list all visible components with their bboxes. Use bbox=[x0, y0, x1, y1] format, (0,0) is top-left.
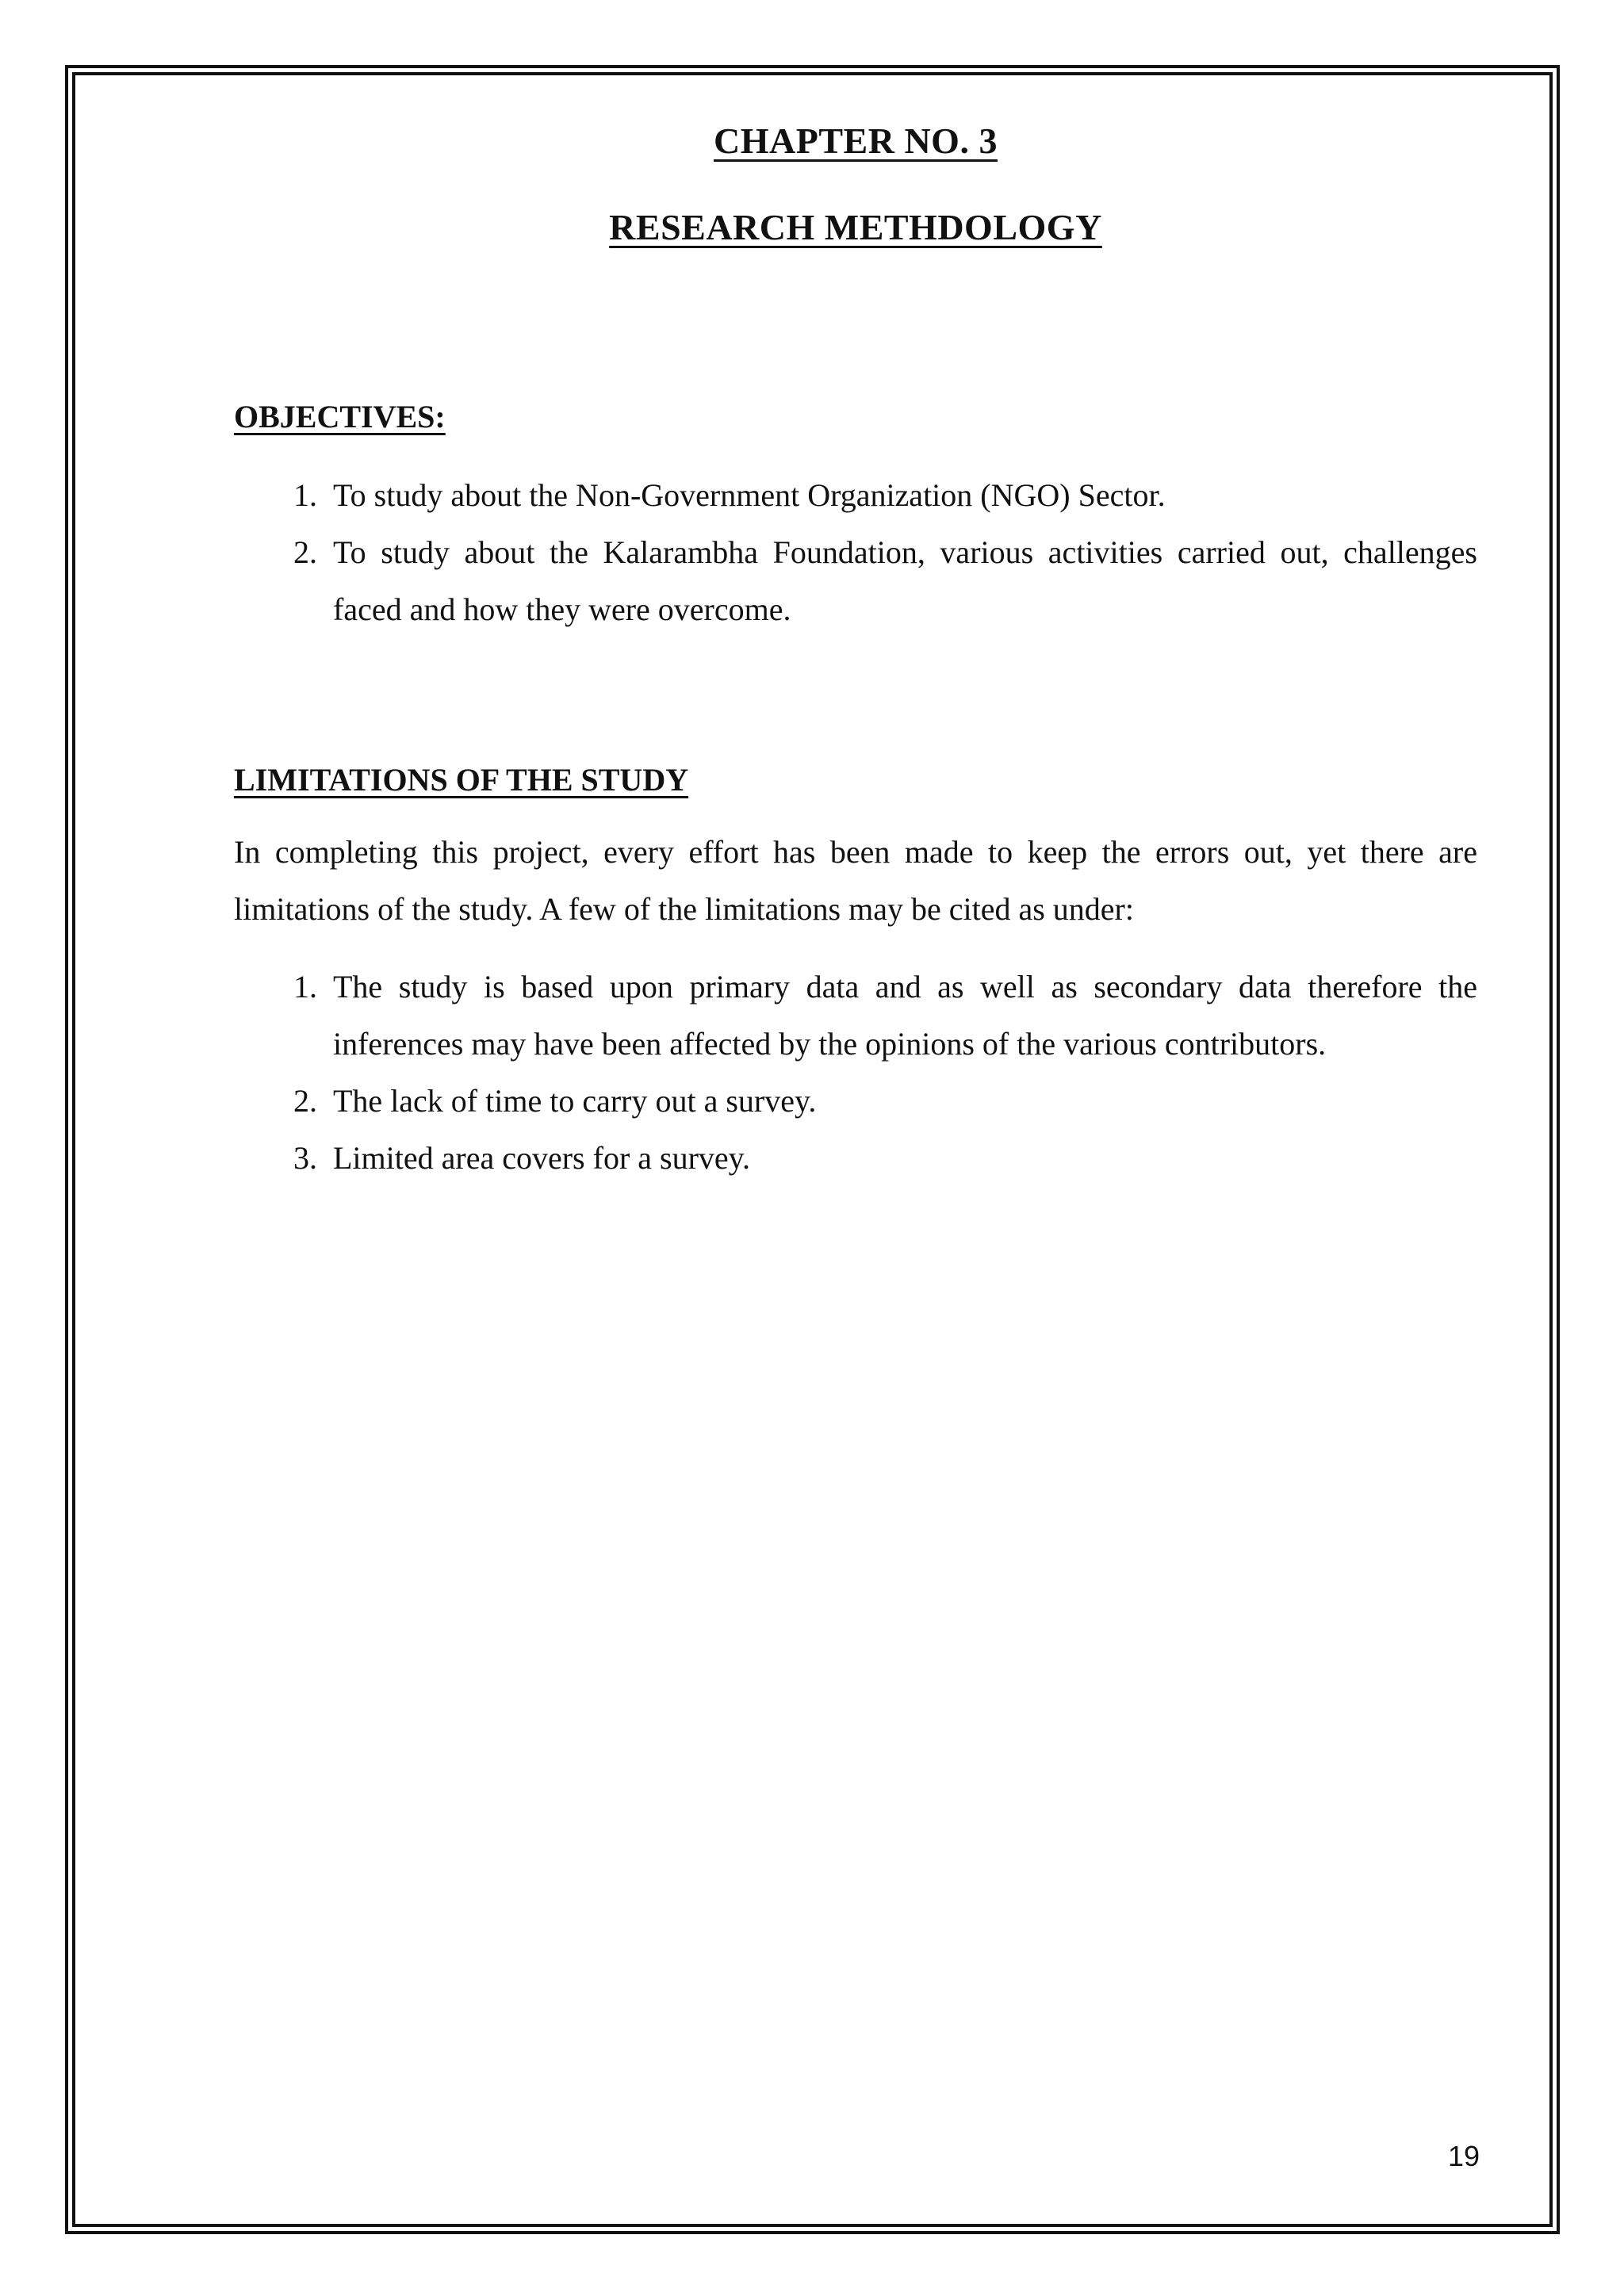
chapter-number-heading: CHAPTER NO. 3 bbox=[714, 121, 998, 161]
objectives-heading: OBJECTIVES: bbox=[234, 399, 446, 434]
list-item-text: Limited area covers for a survey. bbox=[333, 1140, 751, 1176]
limitations-heading: LIMITATIONS OF THE STUDY bbox=[234, 762, 689, 798]
document-content bbox=[234, 119, 1477, 1187]
page-number: 19 bbox=[1447, 2140, 1480, 2172]
list-item-number: 2. bbox=[293, 1083, 317, 1119]
list-item-text: To study about the Kalarambha Foundation, various activities carried out, challenges faced and how they were overcome. bbox=[333, 534, 1477, 627]
chapter-title: RESEARCH METHDOLOGY bbox=[609, 207, 1102, 247]
list-item bbox=[234, 467, 1477, 524]
list-item-text: To study about the Non-Government Organization (NGO) Sector. bbox=[333, 477, 1166, 513]
objectives-list bbox=[234, 467, 1477, 638]
list-item-text: The study is based upon primary data and as well as secondary data therefore the inferences may have been affected by the opinions of the various contributors. bbox=[333, 969, 1477, 1062]
list-item-number: 1. bbox=[293, 969, 317, 1004]
limitations-list bbox=[234, 959, 1477, 1187]
list-item bbox=[234, 959, 1477, 1073]
list-item bbox=[234, 1130, 1477, 1187]
limitations-intro-paragraph: In completing this project, every effort has been made to keep the errors out, yet there are limitations of the study. A few of the limitations may be cited as under: bbox=[234, 834, 1477, 927]
list-item-number: 1. bbox=[293, 477, 317, 513]
list-item bbox=[234, 524, 1477, 638]
list-item bbox=[234, 1073, 1477, 1130]
list-item-text: The lack of time to carry out a survey. bbox=[333, 1083, 817, 1119]
list-item-number: 3. bbox=[293, 1140, 317, 1176]
list-item-number: 2. bbox=[293, 534, 317, 570]
